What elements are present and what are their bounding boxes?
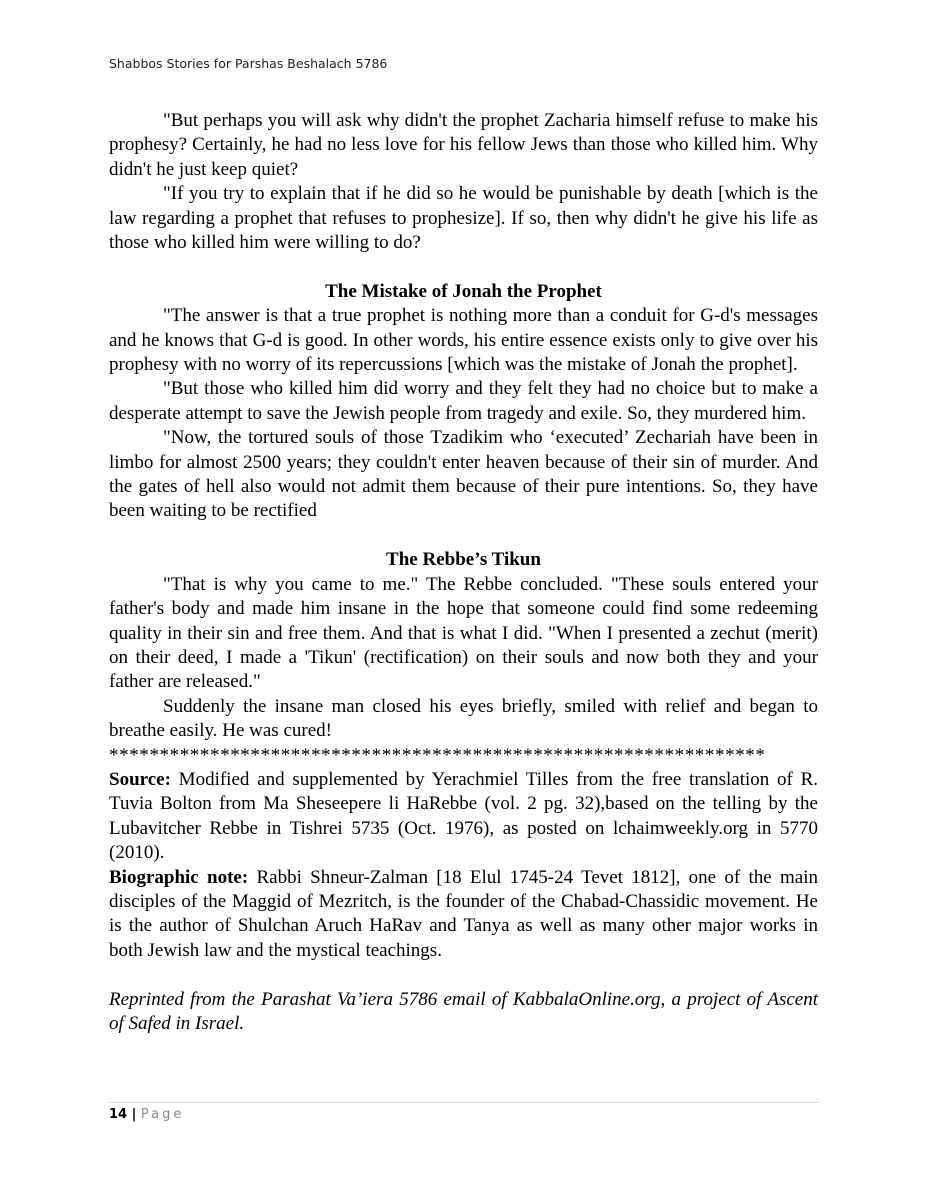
paragraph: "But perhaps you will ask why didn't the prophet Zacharia himself refuse to make his prophesy? Certainly, he had no less love for his fellow Jews than those who killed him. Why didn't he just keep quiet?	[109, 110, 818, 180]
section-heading: The Rebbe’s Tikun	[386, 549, 541, 571]
source-note	[109, 768, 818, 866]
document-body	[109, 109, 818, 1036]
separator-stars: *****************************************************************	[109, 744, 766, 766]
page-label: Page	[140, 1107, 185, 1122]
footer-divider	[109, 1102, 820, 1103]
page-footer	[109, 1107, 184, 1122]
bio-label: Biographic note:	[109, 866, 249, 888]
section-heading: The Mistake of Jonah the Prophet	[325, 280, 602, 302]
page-number: 14	[109, 1107, 128, 1122]
paragraph: "But those who killed him did worry and they felt they had no choice but to make a desperate attempt to save the Jewish people from tragedy and exile. So, they murdered him.	[109, 378, 818, 424]
source-text: Modified and supplemented by Yerachmiel Tilles from the free translation of R. Tuvia Bolton from Ma Sheseepere li HaRebbe (vol. 2 pg. 32),based on the telling by the Lubavitcher Rebbe in Tishrei 5735 (Oct. 1976), as posted on lchaimweekly.org in 5770 (2010).	[109, 768, 818, 864]
biographic-note	[109, 866, 818, 964]
paragraph: "That is why you came to me." The Rebbe concluded. "These souls entered your father's body and made him insane in the hope that someone could find some redeeming quality in their sin and free them. And that is what I did. "When I presented a zechut (merit) on their deed, I made a 'Tikun' (rectification) on their souls and now both they and your father are released."	[109, 573, 818, 693]
footer-separator: |	[127, 1107, 141, 1122]
paragraph: "Now, the tortured souls of those Tzadikim who ‘executed’ Zechariah have been in limbo for almost 2500 years; they couldn't enter heaven because of their sin of murder. And the gates of hell also would not admit them because of their pure intentions. So, they have been waiting to be rectified	[109, 427, 818, 522]
paragraph: Suddenly the insane man closed his eyes briefly, smiled with relief and began to breathe easily. He was cured!	[109, 695, 818, 742]
source-label: Source:	[109, 768, 171, 790]
bio-text: Rabbi Shneur-Zalman [18 Elul 1745-24 Tevet 1812], one of the main disciples of the Maggid of Mezritch, is the founder of the Chabad-Chassidic movement. He is the author of Shulchan Aruch HaRav and Tanya as well as many other major works in both Jewish law and the mystical teachings.	[109, 866, 818, 961]
page-header: Shabbos Stories for Parshas Beshalach 5786	[109, 56, 388, 71]
paragraph: "If you try to explain that if he did so he would be punishable by death [which is the law regarding a prophet that refuses to prophesize]. If so, then why didn't he give his life as those who killed him were willing to do?	[109, 183, 818, 254]
reprint-note: Reprinted from the Parashat Va’iera 5786 email of KabbalaOnline.org, a project of Ascent of Safed in Israel.	[109, 988, 818, 1034]
paragraph: "The answer is that a true prophet is nothing more than a conduit for G-d's messages and he knows that G-d is good. In other words, his entire essence exists only to give over his prophesy with no worry of its repercussions [which was the mistake of Jonah the prophet].	[109, 305, 818, 376]
